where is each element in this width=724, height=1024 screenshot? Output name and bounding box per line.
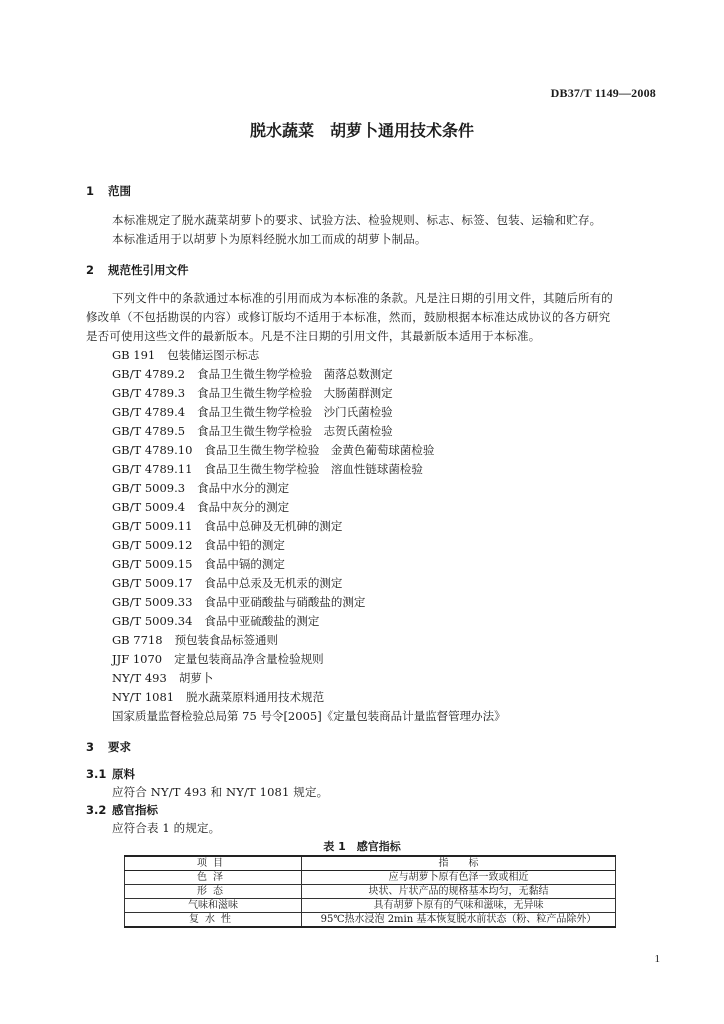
reference-title: 食品卫生微生物学检验 菌落总数测定 (197, 367, 393, 381)
reference-title: 食品中镉的测定 (204, 557, 285, 571)
reference-title: 食品中铅的测定 (204, 538, 285, 552)
subsection-3-2-heading (86, 802, 158, 818)
reference-item (112, 689, 324, 705)
reference-code: GB 7718 (112, 633, 163, 647)
reference-title: 食品中亚硝酸盐与硝酸盐的测定 (204, 595, 366, 609)
references-intro-line-1: 下列文件中的条款通过本标准的引用而成为本标准的条款。凡是注日期的引用文件，其随后所有的 (112, 291, 613, 305)
reference-title: 食品中水分的测定 (197, 481, 290, 495)
reference-code: GB 191 (112, 348, 156, 362)
section-title: 规范性引用文件 (108, 263, 189, 277)
subsection-3-1-text: 应符合 NY/T 493 和 NY/T 1081 规定。 (112, 785, 329, 799)
section-title: 要求 (108, 740, 131, 754)
table-cell-indicator: 应与胡萝卜原有色泽一致或相近 (302, 871, 616, 885)
table-cell-item: 色泽 (125, 871, 302, 885)
reference-code: GB/T 4789.5 (112, 424, 186, 438)
table-row (125, 871, 616, 885)
table-cell-item: 形态 (125, 885, 302, 899)
reference-item (112, 423, 393, 439)
reference-code: GB/T 4789.3 (112, 386, 186, 400)
table-cell-indicator: 95℃热水浸泡 2min 基本恢复脱水前状态（粉、粒产品除外） (302, 913, 616, 928)
section-1-heading (86, 183, 131, 199)
reference-item (112, 385, 393, 401)
reference-code: GB/T 5009.11 (112, 519, 193, 533)
reference-item (112, 651, 324, 667)
reference-item (112, 480, 289, 496)
reference-code: GB/T 5009.3 (112, 481, 186, 495)
reference-code: GB/T 5009.33 (112, 595, 193, 609)
reference-code: GB/T 5009.17 (112, 576, 193, 590)
reference-item (112, 575, 342, 591)
section-3-heading (86, 739, 131, 755)
table-header-indicator: 指 标 (302, 856, 616, 871)
reference-item (112, 632, 278, 648)
subsection-number: 3.2 (86, 803, 107, 817)
subsection-3-1-heading (86, 766, 135, 782)
reference-title: 胡萝卜 (178, 671, 214, 685)
reference-code: NY/T 1081 (112, 690, 175, 704)
reference-title: 食品中总砷及无机砷的测定 (204, 519, 343, 533)
subsection-title: 原料 (112, 767, 135, 781)
document-title: 脱水蔬菜 胡萝卜通用技术条件 (249, 121, 474, 140)
reference-item (112, 556, 285, 572)
reference-title: 脱水蔬菜原料通用技术规范 (186, 690, 325, 704)
reference-title: 食品卫生微生物学检验 溶血性链球菌检验 (204, 462, 423, 476)
reference-title: 食品卫生微生物学检验 沙门氏菌检验 (197, 405, 393, 419)
reference-item (112, 366, 393, 382)
reference-item (112, 404, 393, 420)
subsection-title: 感官指标 (112, 803, 158, 817)
subsection-3-2-text: 应符合表 1 的规定。 (112, 821, 221, 835)
section-number: 1 (86, 184, 95, 198)
table-cell-indicator: 具有胡萝卜原有的气味和滋味，无异味 (302, 899, 616, 913)
references-intro-line-2: 修改单（不包括勘误的内容）或修订版均不适用于本标准，然而，鼓励根据本标准达成协议的各方研究 (86, 310, 611, 324)
reference-title: 定量包装商品净含量检验规则 (174, 652, 324, 666)
reference-item (112, 613, 319, 629)
reference-code: GB/T 5009.15 (112, 557, 193, 571)
reference-item (112, 537, 285, 553)
reference-title: 预包装食品标签通则 (174, 633, 279, 647)
scope-paragraph-2: 本标准适用于以胡萝卜为原料经脱水加工而成的胡萝卜制品。 (112, 232, 427, 246)
reference-code: GB/T 5009.34 (112, 614, 193, 628)
table-cell-indicator: 块状、片状产品的规格基本均匀，无黏结 (302, 885, 616, 899)
table-row (125, 899, 616, 913)
reference-title: 食品中亚硫酸盐的测定 (204, 614, 320, 628)
reference-title: 食品卫生微生物学检验 大肠菌群测定 (197, 386, 393, 400)
table-caption: 表 1 感官指标 (323, 840, 401, 853)
table-row (125, 885, 616, 899)
table-row (125, 913, 616, 928)
reference-code: GB/T 5009.12 (112, 538, 193, 552)
reference-title: 食品卫生微生物学检验 金黄色葡萄球菌检验 (204, 443, 435, 457)
reference-title: 食品中灰分的测定 (197, 500, 290, 514)
subsection-number: 3.1 (86, 767, 107, 781)
standard-code: DB37/T 1149—2008 (550, 86, 656, 100)
section-number: 2 (86, 263, 95, 277)
reference-item (112, 670, 213, 686)
references-intro-line-3: 是否可使用这些文件的最新版本。凡是不注日期的引用文件，其最新版本适用于本标准。 (86, 329, 541, 343)
reference-code: GB/T 4789.11 (112, 462, 193, 476)
reference-title: 包装储运图示标志 (167, 348, 260, 362)
reference-title: 食品卫生微生物学检验 志贺氏菌检验 (197, 424, 393, 438)
reference-item (112, 347, 259, 363)
reference-code: GB/T 5009.4 (112, 500, 186, 514)
reference-title: 国家质量监督检验总局第 75 号令[2005]《定量包装商品计量监督管理办法》 (112, 709, 506, 723)
reference-code: JJF 1070 (112, 652, 163, 666)
reference-item (112, 594, 365, 610)
reference-code: GB/T 4789.4 (112, 405, 186, 419)
page-number: 1 (654, 953, 660, 965)
reference-code: GB/T 4789.2 (112, 367, 186, 381)
section-title: 范围 (108, 184, 131, 198)
reference-item (112, 518, 342, 534)
table-header-row (125, 856, 616, 871)
section-2-heading (86, 262, 189, 278)
reference-code: NY/T 493 (112, 671, 167, 685)
reference-title: 食品中总汞及无机汞的测定 (204, 576, 343, 590)
sensory-indicators-table (124, 855, 616, 928)
table-header-item: 项目 (125, 856, 302, 871)
section-number: 3 (86, 740, 95, 754)
reference-item (112, 442, 434, 458)
reference-item (112, 708, 506, 724)
reference-item (112, 499, 289, 515)
table-cell-item: 复水性 (125, 913, 302, 928)
table-cell-item: 气味和滋味 (125, 899, 302, 913)
scope-paragraph-1: 本标准规定了脱水蔬菜胡萝卜的要求、试验方法、检验规则、标志、标签、包装、运输和贮存。 (112, 213, 602, 227)
reference-code: GB/T 4789.10 (112, 443, 193, 457)
reference-item (112, 461, 423, 477)
